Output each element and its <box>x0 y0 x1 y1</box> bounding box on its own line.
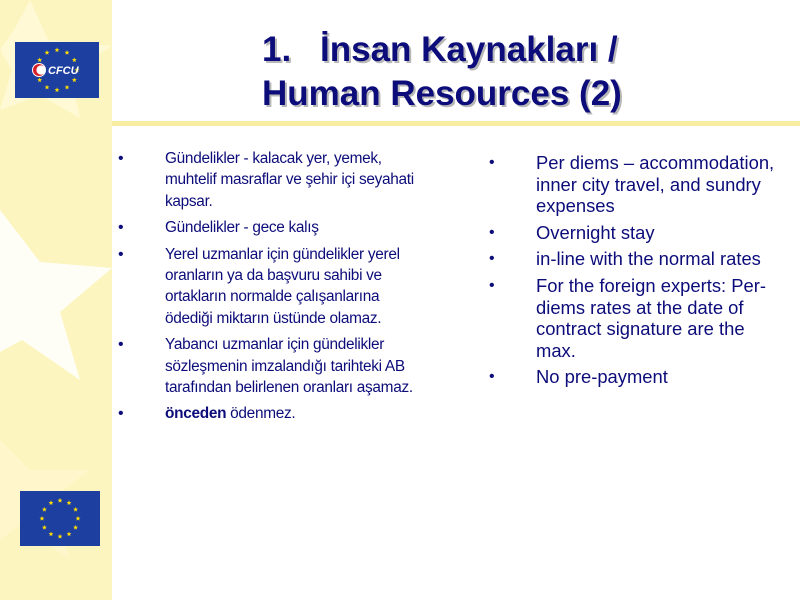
title-line-2: Human Resources (2) <box>262 74 622 113</box>
star-icon <box>73 525 78 530</box>
star-icon <box>37 57 42 62</box>
star-icon <box>37 77 42 82</box>
star-icon <box>55 47 60 52</box>
title-number: 1. <box>262 30 292 69</box>
star-icon <box>67 531 72 536</box>
cfcu-logo <box>15 42 99 98</box>
star-icon <box>73 507 78 512</box>
star-icon <box>76 516 81 521</box>
star-icon <box>42 525 47 530</box>
bold-term: önceden <box>165 405 227 423</box>
star-icon <box>72 77 77 82</box>
list-item: • önceden ödenmez. <box>118 403 418 424</box>
eu-flag-icon <box>20 491 100 546</box>
star-icon <box>45 50 50 55</box>
star-icon <box>58 534 63 539</box>
eu-flag-logo <box>20 491 100 546</box>
star-icon <box>72 57 77 62</box>
list-item: • No pre-payment <box>489 366 789 388</box>
star-icon <box>65 85 70 90</box>
cfcu-flag-icon <box>15 42 99 98</box>
star-icon <box>65 50 70 55</box>
title-line-1 <box>262 28 622 72</box>
list-item: • Per diems – accommodation, inner city travel, and sundry expenses <box>489 152 789 217</box>
list-item: • Yerel uzmanlar için gündelikler yerel oranların ya da başvuru sahibi ve ortakların normalde çalışanlarına ödediği miktarın üstünde olamaz. <box>118 244 418 330</box>
star-icon <box>40 516 45 521</box>
list-item: • Yabancı uzmanlar için gündelikler sözleşmenin imzalandığı tarihteki AB tarafından belirlenen oranları aşamaz. <box>118 334 418 398</box>
star-icon <box>45 85 50 90</box>
page-title <box>262 28 622 116</box>
star-icon <box>67 500 72 505</box>
list-item: • Gündelikler - gece kalış <box>118 217 418 238</box>
list-item: • in-line with the normal rates <box>489 248 789 270</box>
list-item: • Overnight stay <box>489 222 789 244</box>
star-icon <box>42 507 47 512</box>
list-item: • Gündelikler - kalacak yer, yemek, muhtelif masraflar ve şehir içi seyahati kapsar. <box>118 148 418 212</box>
title-divider <box>112 121 800 126</box>
star-icon <box>58 498 63 503</box>
star-icon <box>49 531 54 536</box>
english-bullet-list <box>489 152 789 393</box>
star-icon <box>49 500 54 505</box>
title-line-1-text: İnsan Kaynakları / <box>320 30 618 69</box>
list-item: • For the foreign experts: Per-diems rates at the date of contract signature are the max. <box>489 275 789 361</box>
cfcu-logo-text: CFCU <box>48 65 79 77</box>
turkish-bullet-list <box>118 148 418 430</box>
star-icon <box>55 87 60 92</box>
